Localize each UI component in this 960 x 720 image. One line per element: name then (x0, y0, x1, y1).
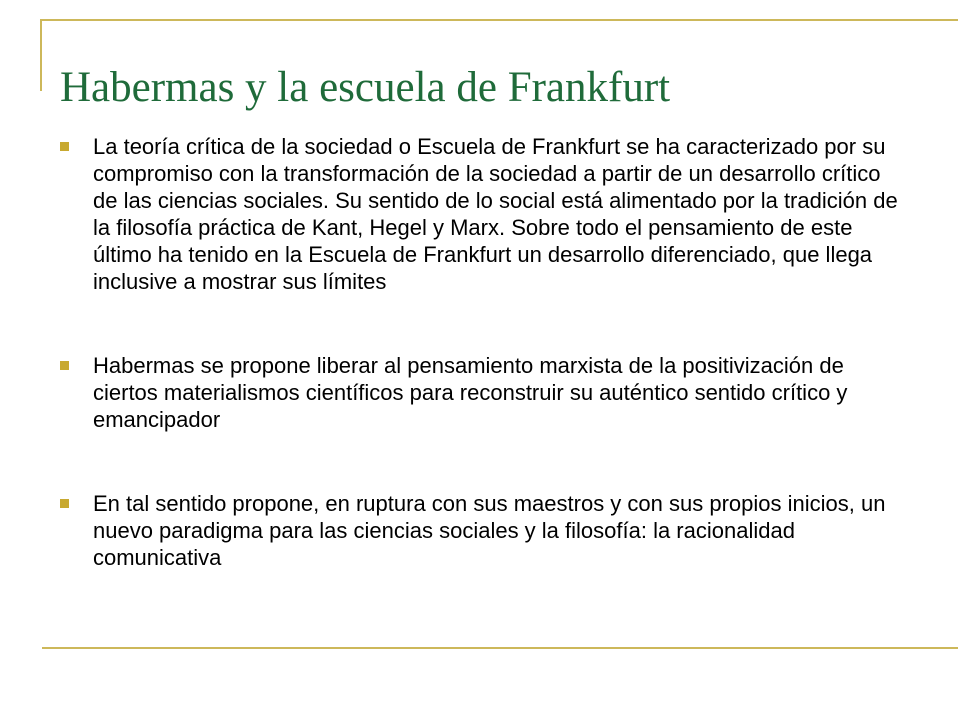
slide-title: Habermas y la escuela de Frankfurt (60, 64, 671, 111)
square-bullet-icon (60, 499, 69, 508)
frame-bottom-line (42, 647, 958, 649)
bullet-text: La teoría crítica de la sociedad o Escuela de Frankfurt se ha caracterizado por su compromiso con la transformación de la sociedad a partir de un desarrollo crítico de las ciencias sociales. Su sentido de lo social está alimentado por la tradición de la filosofía práctica de Kant, Hegel y Marx. Sobre todo el pensamiento de este último ha tenido en la Escuela de Frankfurt un desarrollo diferenciado, que llega inclusive a mostrar sus límites (93, 134, 898, 294)
square-bullet-icon (60, 142, 69, 151)
bullet-list (60, 133, 900, 571)
bullet-text: Habermas se propone liberar al pensamiento marxista de la positivización de ciertos materialismos científicos para reconstruir su auténtico sentido crítico y emancipador (93, 353, 848, 432)
frame-top-line (40, 19, 958, 21)
bullet-text: En tal sentido propone, en ruptura con sus maestros y con sus propios inicios, un nuevo paradigma para las ciencias sociales y la filosofía: la racionalidad comunicativa (93, 491, 886, 570)
frame-vertical-line (40, 19, 42, 91)
bullet-item (60, 490, 900, 571)
square-bullet-icon (60, 361, 69, 370)
bullet-item (60, 133, 900, 295)
bullet-item (60, 352, 900, 433)
